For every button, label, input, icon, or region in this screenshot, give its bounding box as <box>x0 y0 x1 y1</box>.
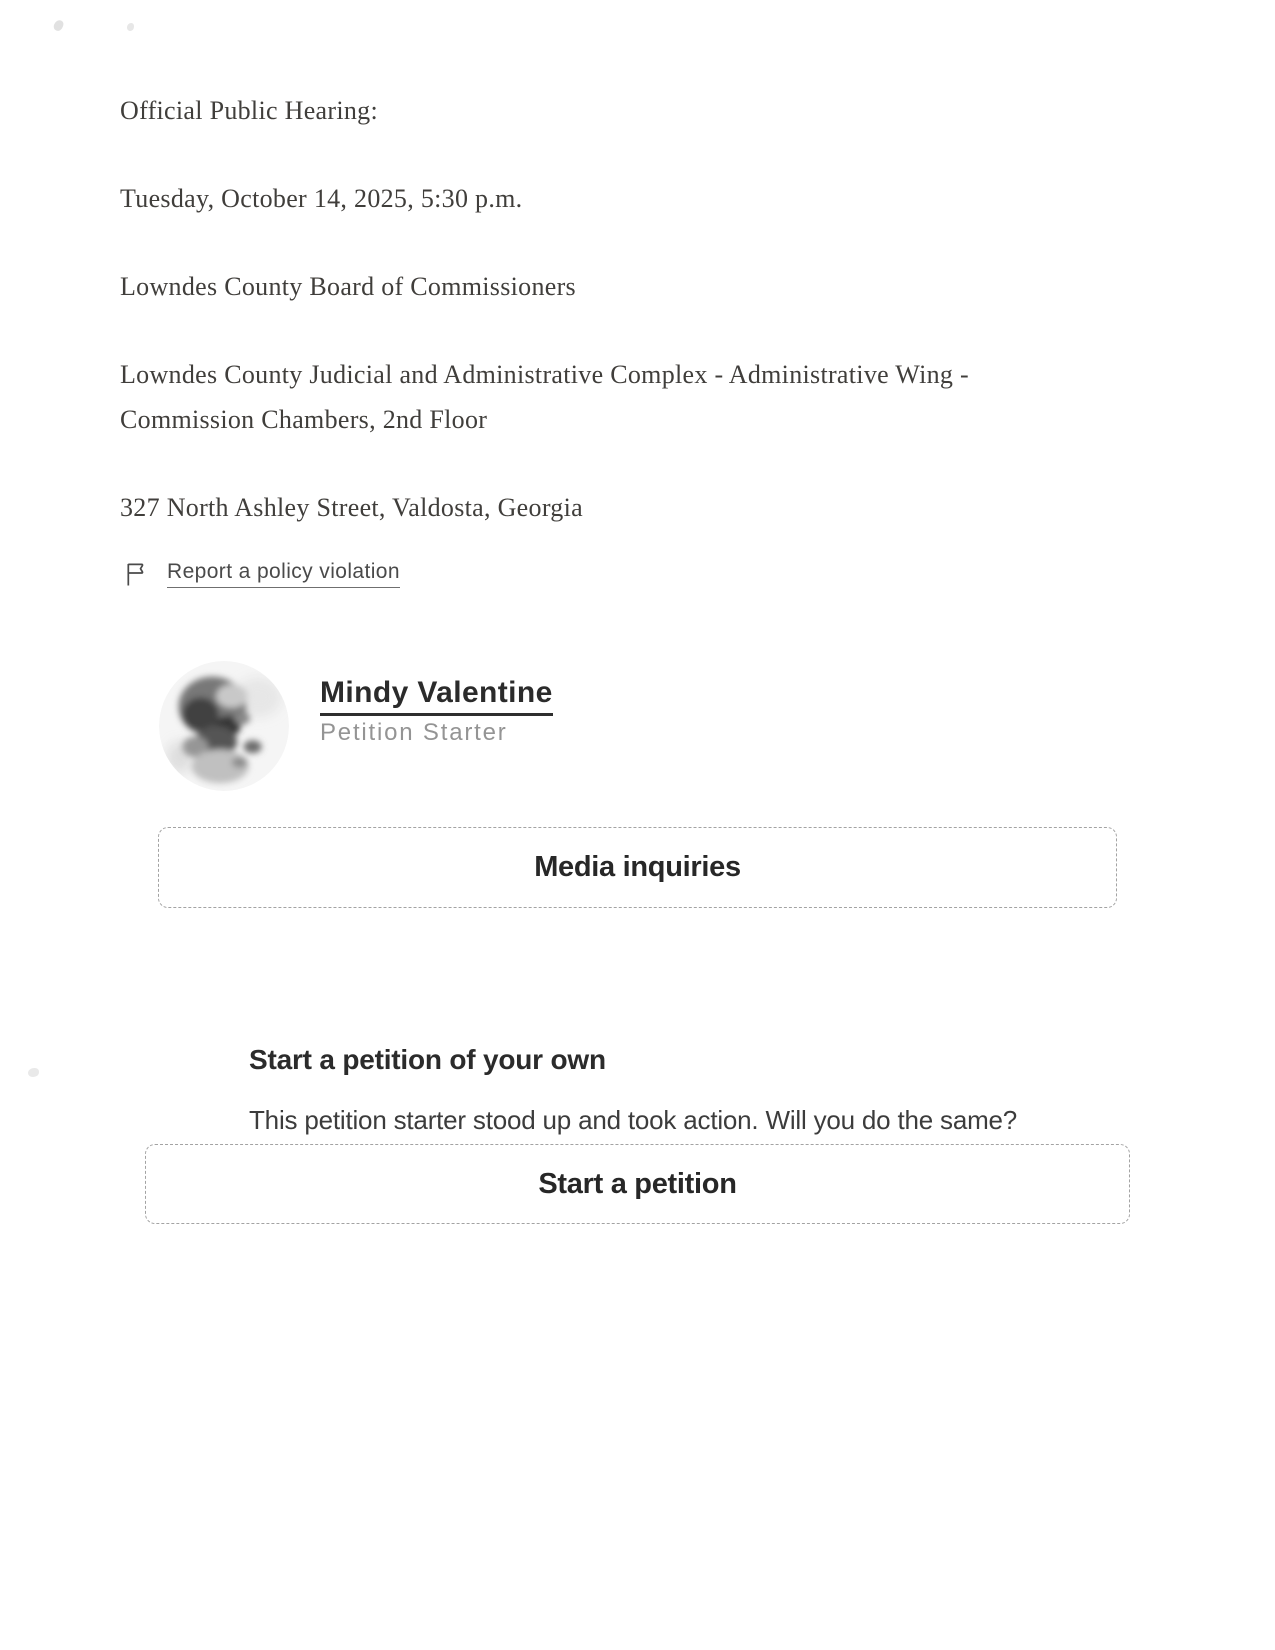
media-inquiries-button[interactable]: Media inquiries <box>158 827 1117 908</box>
event-title: Official Public Hearing: <box>120 96 378 125</box>
petition-starter-avatar[interactable] <box>159 661 289 791</box>
event-venue: Lowndes County Judicial and Administrative Complex - Administrative Wing - Commission Chambers, 2nd Floor <box>120 360 969 434</box>
report-link-label: Report a policy violation <box>167 560 400 588</box>
petition-starter-name-link[interactable]: Mindy Valentine <box>320 676 553 716</box>
start-petition-heading: Start a petition of your own <box>249 1044 606 1075</box>
event-host: Lowndes County Board of Commissioners <box>120 272 576 301</box>
avatar-dog-photo <box>159 661 289 791</box>
start-petition-button[interactable]: Start a petition <box>145 1144 1130 1224</box>
event-datetime: Tuesday, October 14, 2025, 5:30 p.m. <box>120 184 523 213</box>
event-address: 327 North Ashley Street, Valdosta, Georgia <box>120 493 583 522</box>
event-details <box>120 88 1050 573</box>
flag-icon <box>124 560 147 588</box>
scan-artifact <box>53 19 65 32</box>
scan-artifact <box>127 23 134 31</box>
petition-starter-role: Petition Starter <box>320 719 508 746</box>
scan-artifact <box>28 1068 39 1077</box>
report-policy-violation-link[interactable] <box>124 560 400 588</box>
start-petition-subtext: This petition starter stood up and took action. Will you do the same? <box>249 1105 1018 1135</box>
